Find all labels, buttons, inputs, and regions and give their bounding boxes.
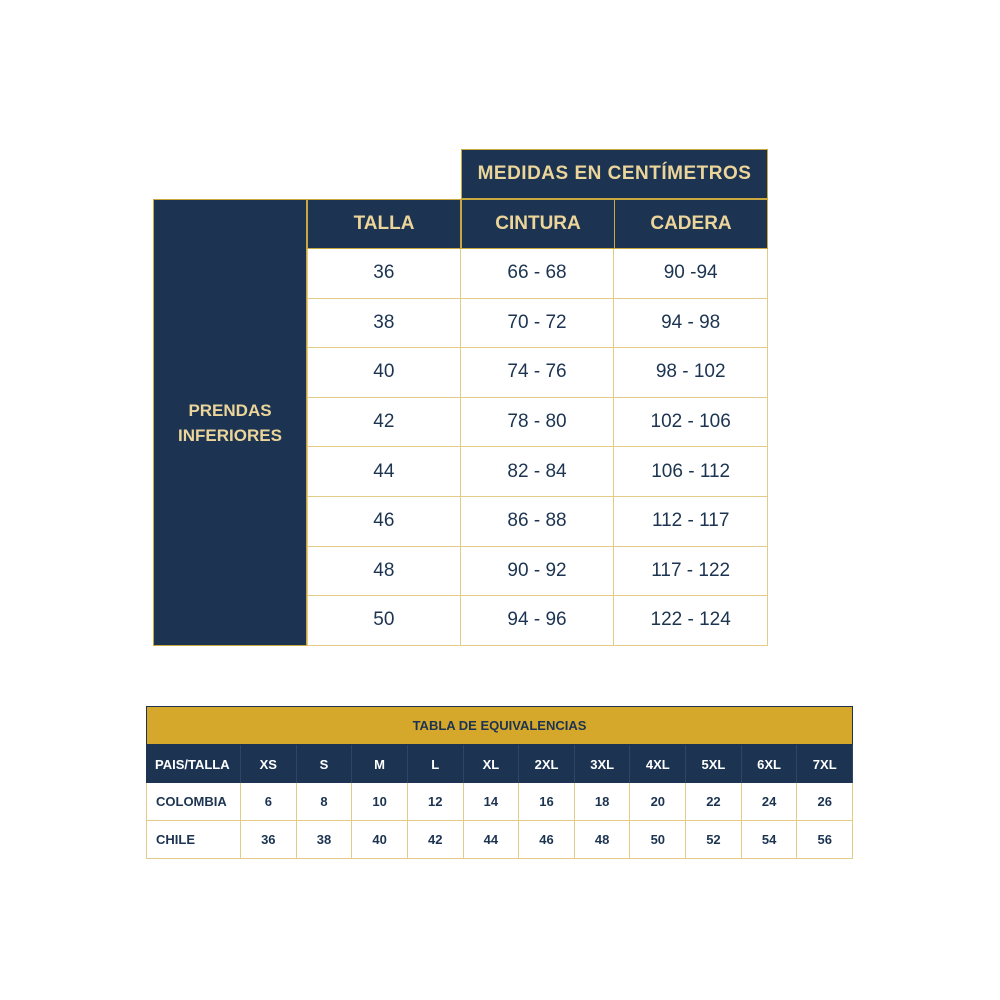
size-value: 42: [408, 821, 464, 859]
table-row: [307, 398, 768, 448]
column-header-talla: TALLA: [307, 199, 461, 249]
size-value: 50: [630, 821, 686, 859]
cell-cintura: 94 - 96: [461, 596, 615, 646]
cell-talla: 40: [307, 348, 461, 398]
header-size: 6XL: [742, 745, 798, 783]
size-value: 54: [742, 821, 798, 859]
cell-cintura: 86 - 88: [461, 497, 615, 547]
cell-cadera: 98 - 102: [614, 348, 768, 398]
size-value: 52: [686, 821, 742, 859]
table-row: [307, 497, 768, 547]
cell-cintura: 74 - 76: [461, 348, 615, 398]
header-size: S: [297, 745, 353, 783]
cell-cadera: 112 - 117: [614, 497, 768, 547]
header-size: XL: [464, 745, 520, 783]
cell-cadera: 122 - 124: [614, 596, 768, 646]
equivalence-table: [146, 745, 853, 859]
table-row: [307, 447, 768, 497]
header-country-size: PAIS/TALLA: [146, 745, 241, 783]
table-row: [307, 348, 768, 398]
header-size: XS: [241, 745, 297, 783]
cell-cadera: 117 - 122: [614, 547, 768, 597]
cell-cintura: 78 - 80: [461, 398, 615, 448]
column-header-cintura: CINTURA: [461, 199, 615, 249]
equivalence-header-row: [146, 745, 853, 783]
size-value: 16: [519, 783, 575, 821]
size-value: 46: [519, 821, 575, 859]
size-value: 8: [297, 783, 353, 821]
cell-cintura: 66 - 68: [461, 249, 615, 299]
size-value: 22: [686, 783, 742, 821]
cell-cintura: 70 - 72: [461, 299, 615, 349]
country-label: CHILE: [146, 821, 241, 859]
cell-cadera: 90 -94: [614, 249, 768, 299]
header-size: 7XL: [797, 745, 853, 783]
table-row: [307, 547, 768, 597]
size-value: 44: [464, 821, 520, 859]
cell-cintura: 90 - 92: [461, 547, 615, 597]
header-size: 3XL: [575, 745, 631, 783]
cell-talla: 42: [307, 398, 461, 448]
size-value: 38: [297, 821, 353, 859]
table-row: [307, 249, 768, 299]
garment-category-label: [153, 199, 307, 646]
cell-talla: 50: [307, 596, 461, 646]
header-size: M: [352, 745, 408, 783]
equivalence-table-title: TABLA DE EQUIVALENCIAS: [146, 706, 853, 745]
size-value: 36: [241, 821, 297, 859]
cell-talla: 36: [307, 249, 461, 299]
cell-cadera: 102 - 106: [614, 398, 768, 448]
header-size: 2XL: [519, 745, 575, 783]
category-label-line2: INFERIORES: [178, 425, 282, 445]
size-value: 48: [575, 821, 631, 859]
size-value: 12: [408, 783, 464, 821]
measures-header: MEDIDAS EN CENTÍMETROS: [461, 149, 768, 199]
category-label-line1: PRENDAS: [188, 400, 272, 420]
size-value: 20: [630, 783, 686, 821]
cell-talla: 46: [307, 497, 461, 547]
size-value: 26: [797, 783, 853, 821]
table-row: [307, 299, 768, 349]
cell-cadera: 106 - 112: [614, 447, 768, 497]
size-value: 6: [241, 783, 297, 821]
size-value: 40: [352, 821, 408, 859]
equivalence-row: [146, 821, 853, 859]
size-value: 14: [464, 783, 520, 821]
table-row: [307, 596, 768, 646]
column-header-cadera: CADERA: [614, 199, 768, 249]
cell-talla: 38: [307, 299, 461, 349]
header-size: L: [408, 745, 464, 783]
country-label: COLOMBIA: [146, 783, 241, 821]
size-value: 56: [797, 821, 853, 859]
header-size: 5XL: [686, 745, 742, 783]
header-size: 4XL: [630, 745, 686, 783]
size-table-body: [307, 249, 768, 646]
size-value: 24: [742, 783, 798, 821]
cell-cintura: 82 - 84: [461, 447, 615, 497]
equivalence-row: [146, 783, 853, 821]
size-value: 10: [352, 783, 408, 821]
cell-talla: 44: [307, 447, 461, 497]
cell-cadera: 94 - 98: [614, 299, 768, 349]
size-value: 18: [575, 783, 631, 821]
cell-talla: 48: [307, 547, 461, 597]
